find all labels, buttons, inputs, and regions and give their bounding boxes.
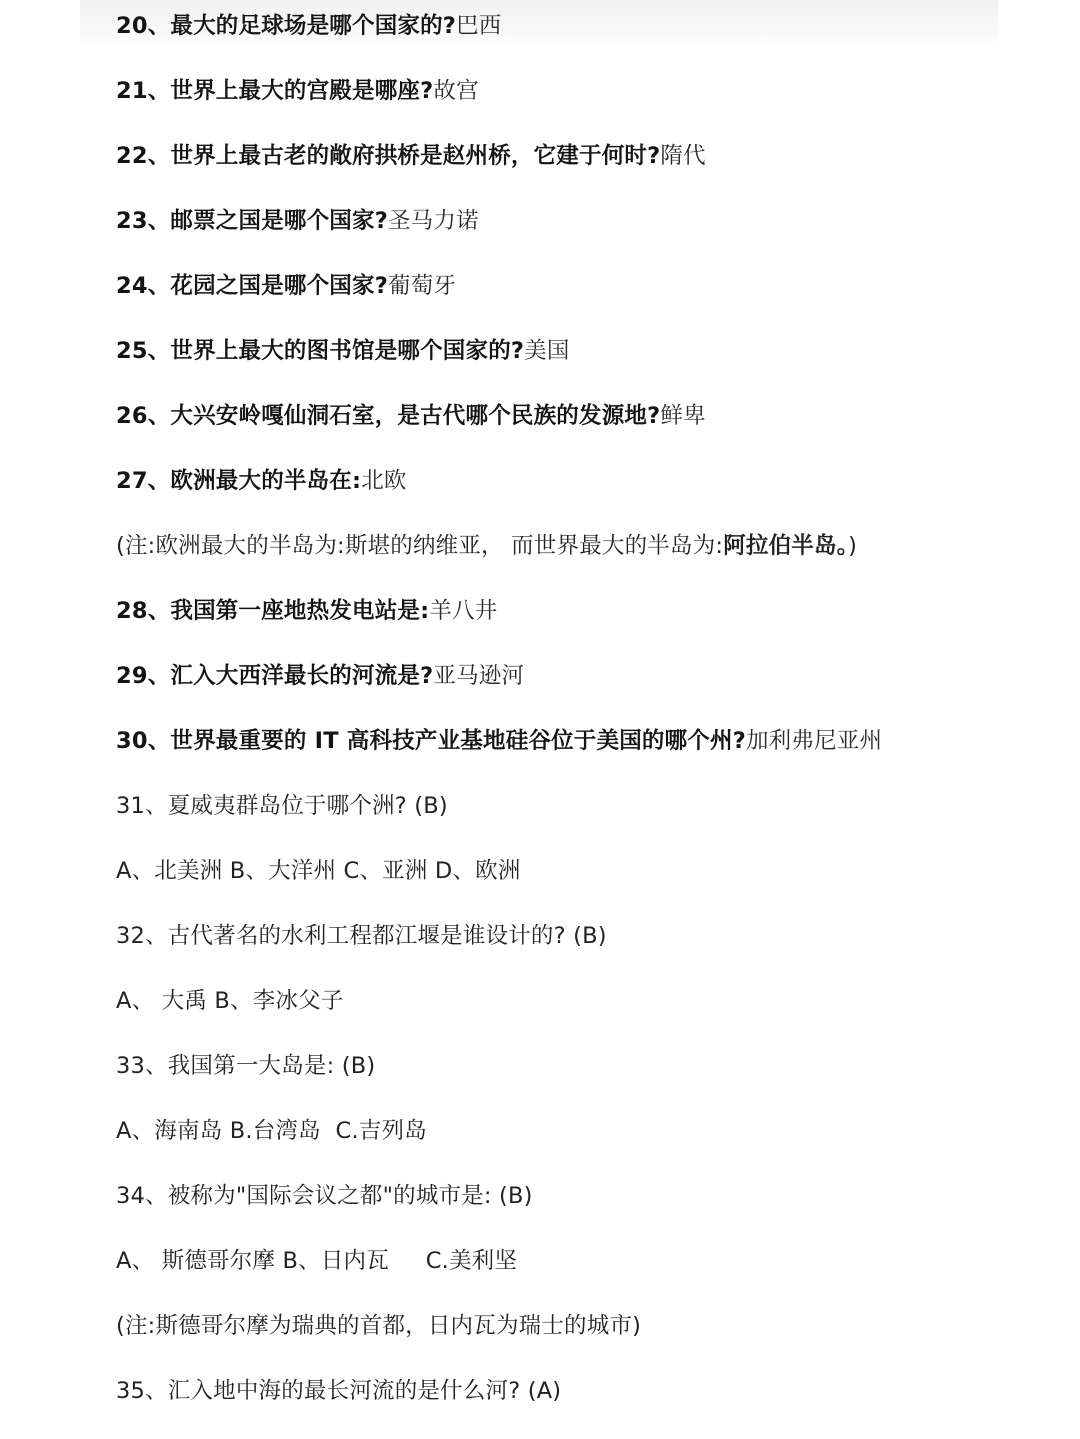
question-25	[116, 334, 570, 368]
question-text: 20、最大的足球场是哪个国家的?	[116, 13, 457, 39]
answer-text: 圣马力诺	[387, 208, 479, 234]
options-32	[116, 984, 344, 1018]
answer-text: 亚马逊河	[433, 663, 525, 689]
question-text: 34、被称为"国际会议之都"的城市是: (B)	[116, 1183, 533, 1209]
answer-text: 故宫	[433, 78, 479, 104]
question-text: 29、汇入大西洋最长的河流是?	[116, 663, 434, 689]
answer-text: 巴西	[456, 13, 502, 39]
options-text: A、 斯德哥尔摩 B、日内瓦 C.美利坚	[116, 1248, 518, 1274]
question-26	[116, 399, 706, 433]
note-close: )	[848, 533, 858, 559]
note-text: (注:斯德哥尔摩为瑞典的首都，日内瓦为瑞士的城市)	[116, 1313, 642, 1339]
question-33	[116, 1049, 375, 1083]
options-text: A、海南岛 B.台湾岛 C.吉列岛	[116, 1118, 427, 1144]
question-text: 31、夏威夷群岛位于哪个洲? (B)	[116, 793, 448, 819]
answer-text: 北欧	[361, 468, 407, 494]
question-22	[116, 139, 706, 173]
answer-text: 葡萄牙	[387, 273, 457, 299]
options-text: A、北美洲 B、大洋州 C、亚洲 D、欧洲	[116, 858, 521, 884]
question-text: 35、汇入地中海的最长河流的是什么河? (A)	[116, 1378, 562, 1404]
question-text: 27、欧洲最大的半岛在:	[116, 468, 362, 494]
options-34	[116, 1244, 517, 1278]
answer-text: 羊八井	[429, 598, 498, 624]
question-24	[116, 269, 456, 303]
question-text: 25、世界上最大的图书馆是哪个国家的?	[116, 338, 525, 364]
question-text: 26、大兴安岭嘎仙洞石室，是古代哪个民族的发源地?	[116, 403, 661, 429]
question-text: 23、邮票之国是哪个国家?	[116, 208, 388, 234]
note-text: (注:欧洲最大的半岛为:斯堪的纳维亚， 而世界最大的半岛为:	[116, 533, 724, 559]
question-text: 32、古代著名的水利工程都江堰是谁设计的? (B)	[116, 923, 607, 949]
note-27	[116, 529, 857, 563]
question-31	[116, 789, 448, 823]
question-21	[116, 74, 479, 108]
question-text: 22、世界上最古老的敞府拱桥是赵州桥，它建于何时?	[116, 143, 661, 169]
answer-text: 加利弗尼亚州	[745, 728, 883, 754]
question-28	[116, 594, 497, 628]
question-32	[116, 919, 607, 953]
question-27	[116, 464, 407, 498]
question-29	[116, 659, 524, 693]
note-emphasis: 阿拉伯半岛。	[723, 533, 849, 559]
answer-text: 隋代	[660, 143, 706, 169]
options-33	[116, 1114, 427, 1148]
question-text: 30、世界最重要的 IT 高科技产业基地硅谷位于美国的哪个州?	[116, 728, 746, 754]
options-text: A、 大禹 B、李冰父子	[116, 988, 344, 1014]
question-35	[116, 1374, 561, 1408]
question-23	[116, 204, 479, 238]
question-20	[116, 9, 501, 43]
question-text: 28、我国第一座地热发电站是:	[116, 598, 430, 624]
note-34	[116, 1309, 641, 1343]
question-30	[116, 724, 882, 758]
question-text: 21、世界上最大的宫殿是哪座?	[116, 78, 434, 104]
question-text: 33、我国第一大岛是: (B)	[116, 1053, 376, 1079]
question-34	[116, 1179, 533, 1213]
answer-text: 美国	[524, 338, 570, 364]
options-31	[116, 854, 521, 888]
answer-text: 鲜卑	[660, 403, 706, 429]
question-text: 24、花园之国是哪个国家?	[116, 273, 388, 299]
